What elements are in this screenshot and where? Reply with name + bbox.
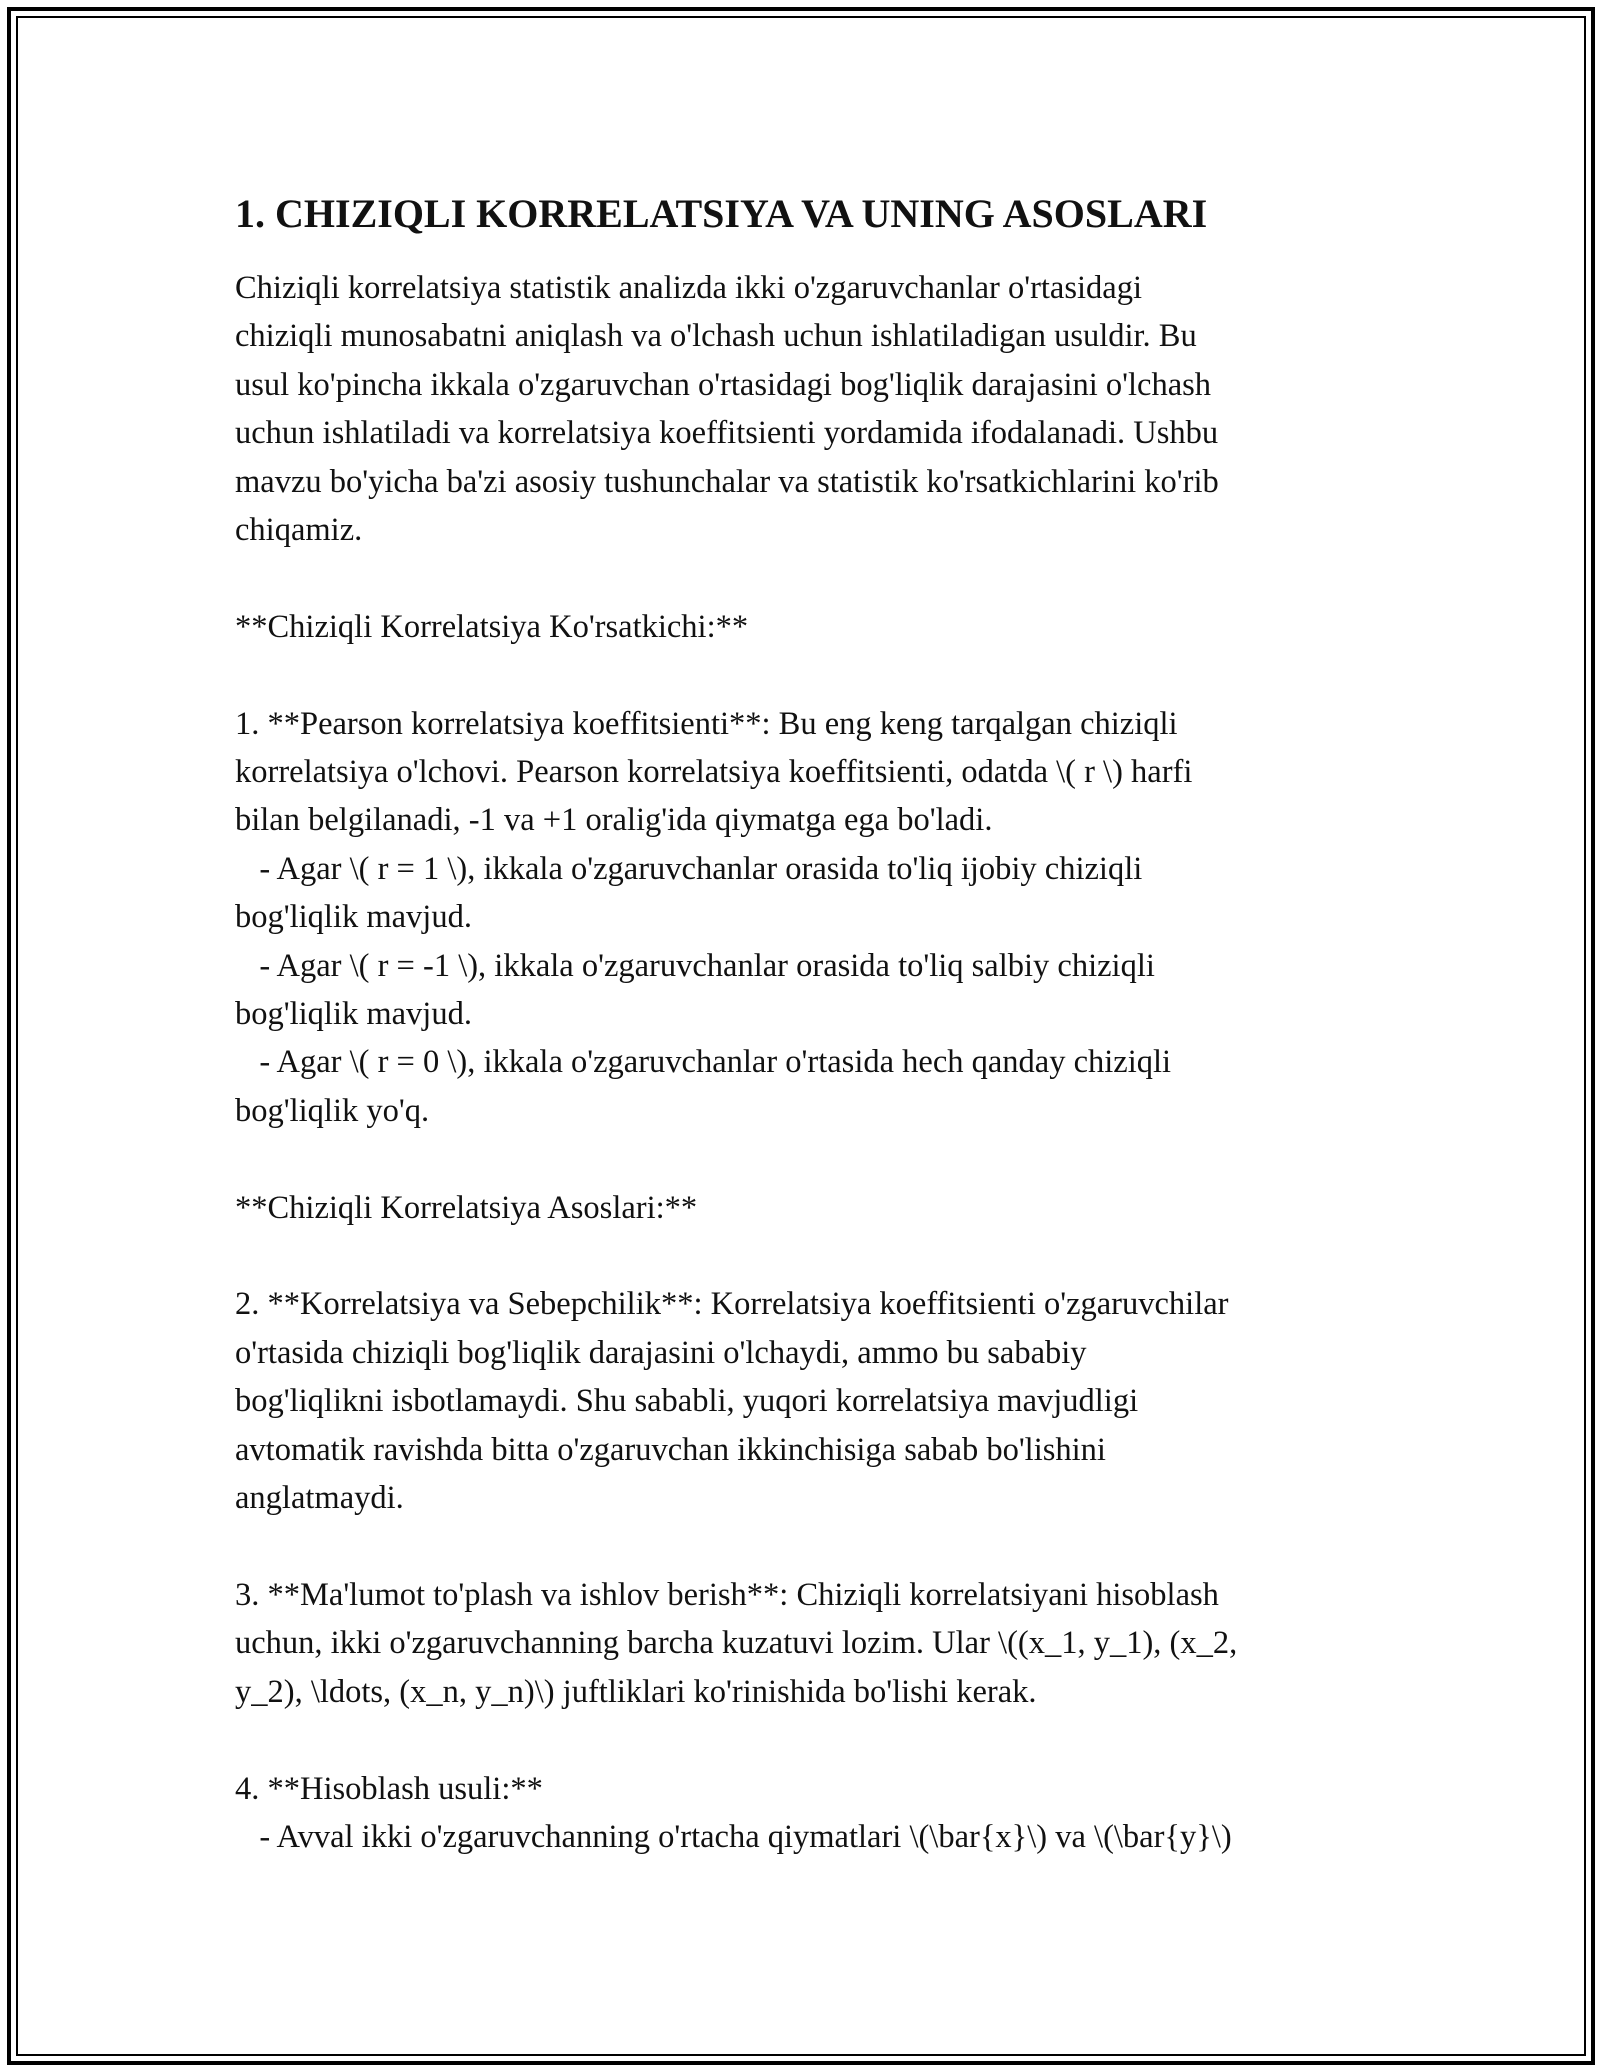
spacer	[235, 554, 1375, 602]
section-heading-indicator: **Chiziqli Korrelatsiya Ko'rsatkichi:**	[235, 608, 749, 645]
bullet-r-zero: - Agar \( r = 0 \), ikkala o'zgaruvchanlar o'rtasida hech qanday chiziqli bog'liqlik yo'q.	[235, 1044, 1172, 1129]
document-title: 1. CHIZIQLI KORRELATSIYA VA UNING ASOSLARI	[235, 191, 1208, 236]
list-item-pearson: 1. **Pearson korrelatsiya koeffitsienti**: Bu eng keng tarqalgan chiziqli korrelatsiya o'lchovi. Pearson korrelatsiya koeffitsienti, odatda \( r \) harfi bilan belgilanadi, -1 va +1 oralig'ida qiymatga ega bo'ladi.	[235, 705, 1193, 839]
spacer	[235, 1716, 1375, 1764]
list-item-calculation: 4. **Hisoblash usuli:**	[235, 1770, 543, 1807]
bullet-r-negative: - Agar \( r = -1 \), ikkala o'zgaruvchanlar orasida to'liq salbiy chiziqli bog'liqlik mavjud.	[235, 947, 1155, 1033]
list-item-causation: 2. **Korrelatsiya va Sebepchilik**: Korrelatsiya koeffitsienti o'zgaruvchilar o'rtasida chiziqli bog'liqlik darajasini o'lchaydi, ammo bu sababiy bog'liqlikni isbotlamaydi. Shu sababli, yuqori korrelatsiya mavjudligi avtomatik ravishda bitta o'zgaruvchan ikkinchisiga sabab bo'lishini anglatmaydi.	[235, 1286, 1229, 1517]
section-heading-basics: **Chiziqli Korrelatsiya Asoslari:**	[235, 1189, 698, 1226]
spacer	[235, 651, 1375, 699]
bullet-means: - Avval ikki o'zgaruvchanning o'rtacha qiymatlari \(\bar{x}\) va \(\bar{y}\)	[235, 1818, 1232, 1855]
intro-paragraph: Chiziqli korrelatsiya statistik analizda ikki o'zgaruvchanlar o'rtasidagi chiziqli munosabatni aniqlash va o'lchash uchun ishlatiladigan usuldir. Bu usul ko'pincha ikkala o'zgaruvchan o'rtasidagi bog'liqlik darajasini o'lchash uchun ishlatiladi va korrelatsiya koeffitsienti yordamida ifodalanadi. Ushbu mavzu bo'yicha ba'zi asosiy tushunchalar va statistik ko'rsatkichlarini ko'rib chiqamiz.	[235, 270, 1219, 549]
spacer	[235, 1523, 1375, 1571]
spacer	[235, 1135, 1375, 1183]
bullet-r-positive: - Agar \( r = 1 \), ikkala o'zgaruvchanlar orasida to'liq ijobiy chiziqli bog'liqlik mavjud.	[235, 850, 1143, 936]
list-item-data-collection: 3. **Ma'lumot to'plash va ishlov berish**: Chiziqli korrelatsiyani hisoblash uchun, ikki o'zgaruvchanning barcha kuzatuvi lozim. Ular \((x_1, y_1), (x_2, y_2), \ldots, (x_n, y_n)\) juftliklari ko'rinishida bo'lishi kerak.	[235, 1576, 1238, 1710]
spacer	[235, 1232, 1375, 1280]
document-body	[235, 190, 1375, 1861]
